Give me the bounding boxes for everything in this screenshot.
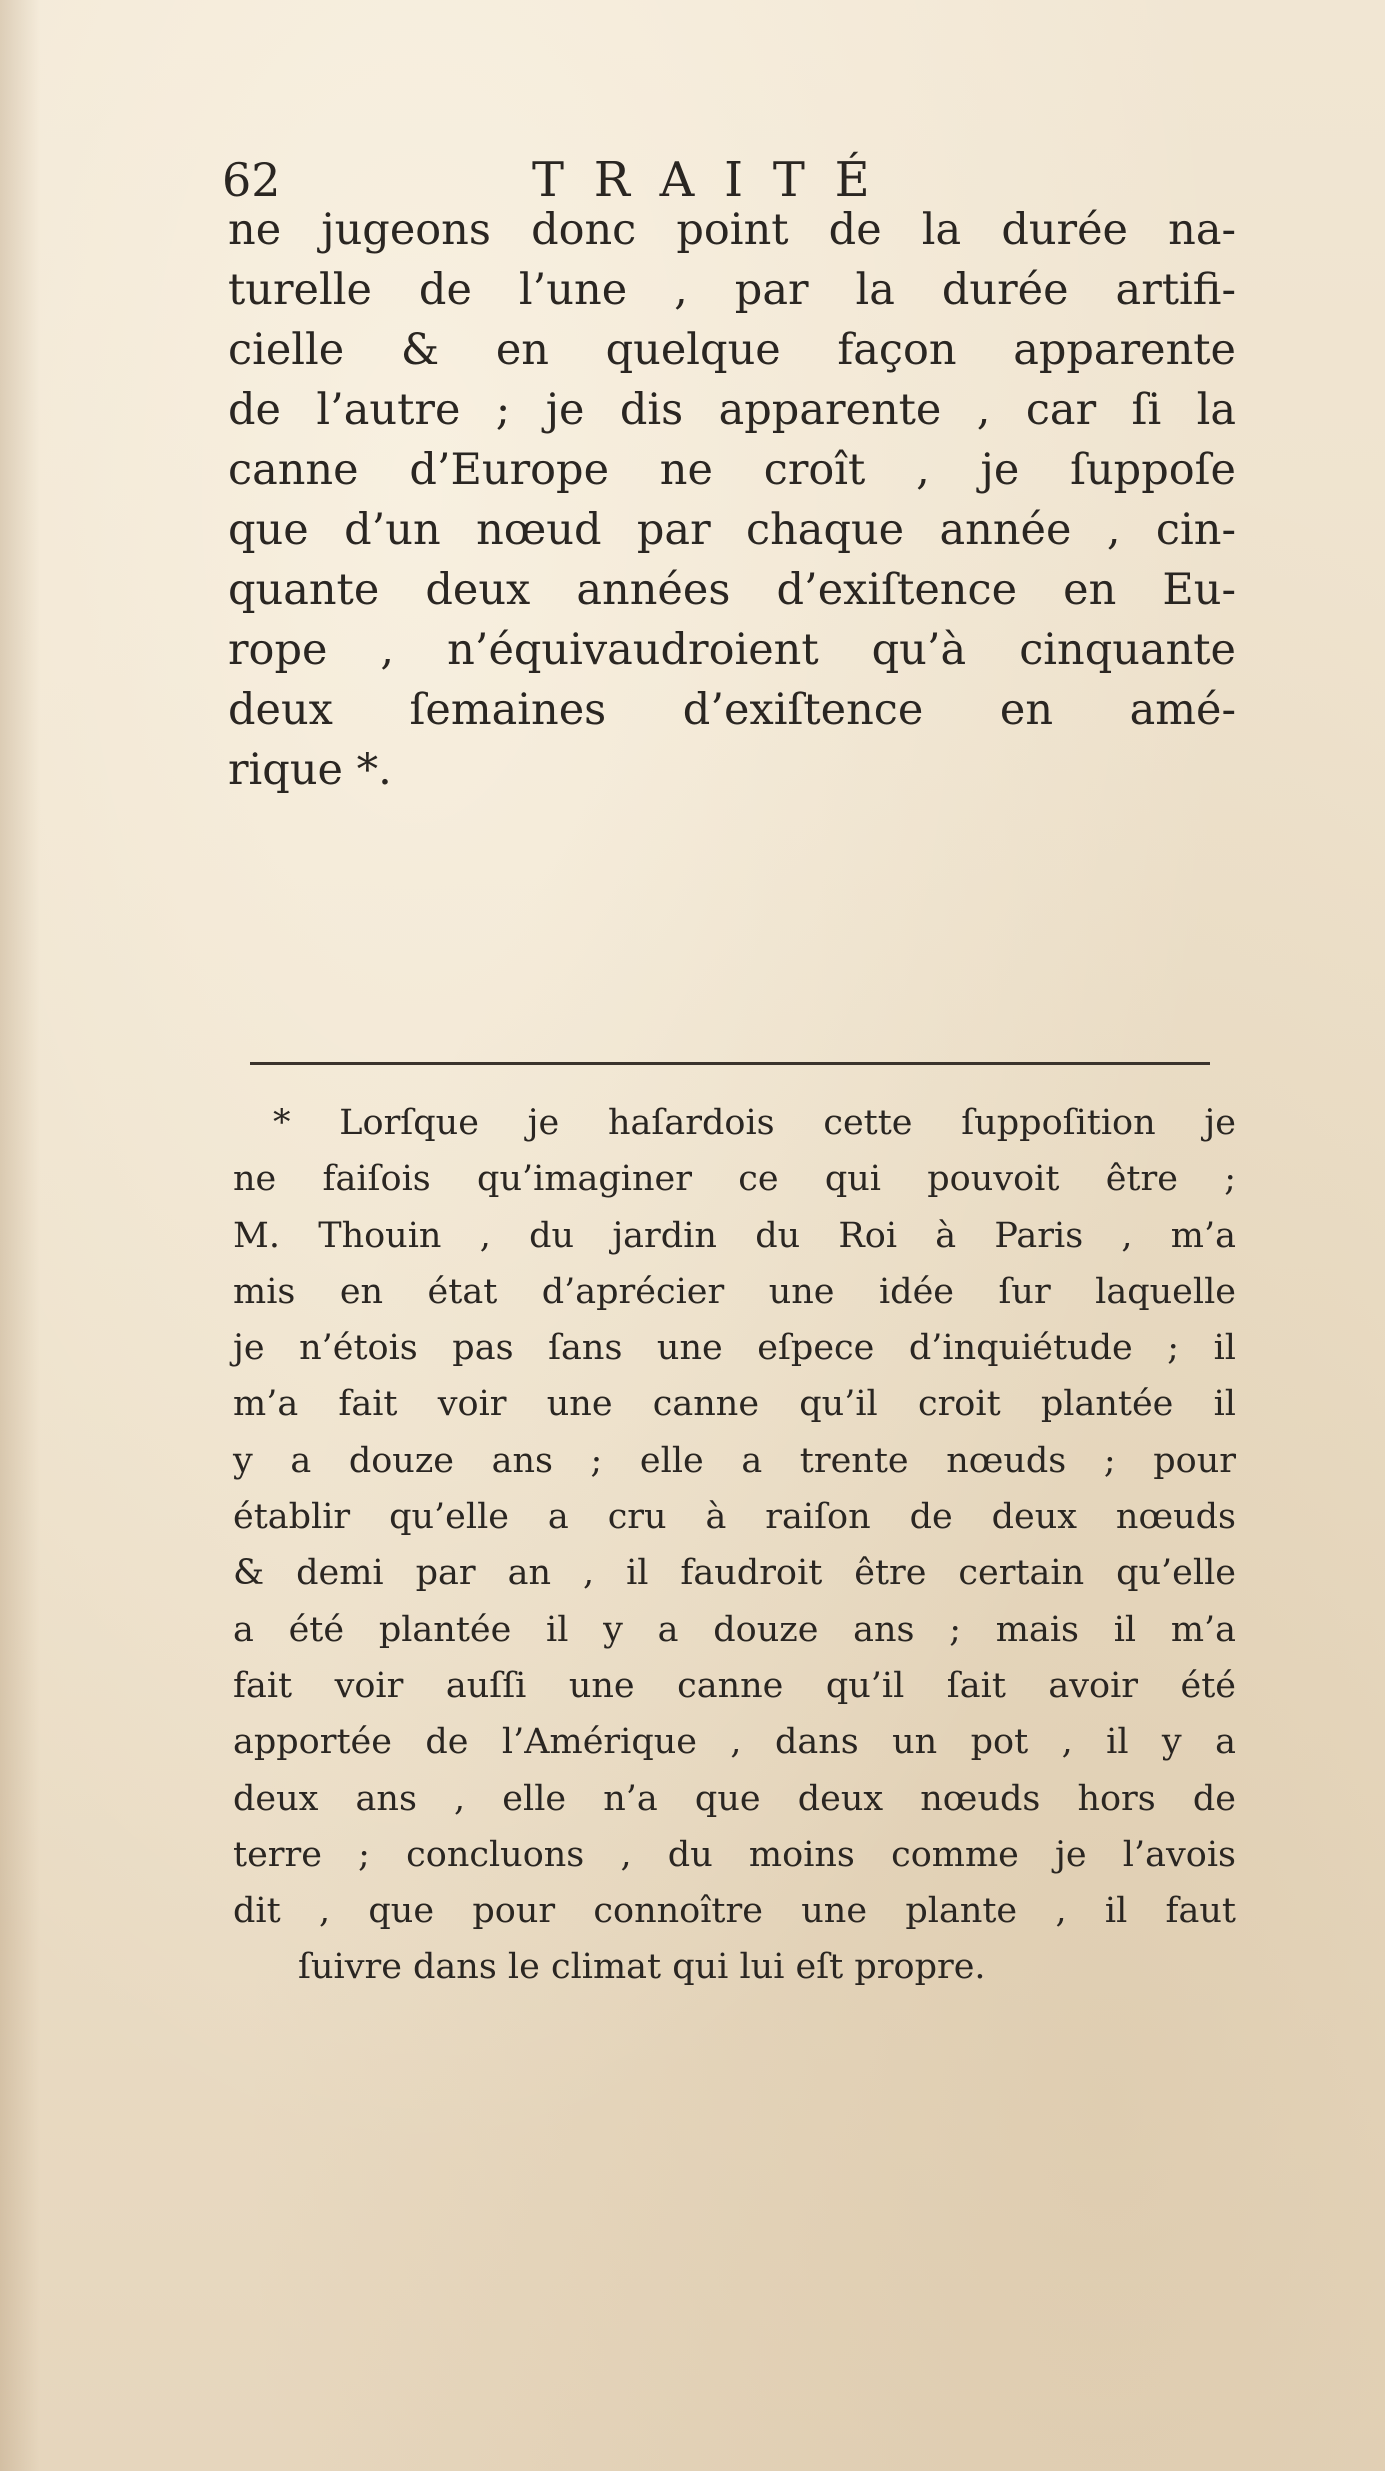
footnote-line: ne faiſois qu’imaginer ce qui pouvoit être ;: [233, 1159, 1236, 1200]
running-title: TRAITÉ: [532, 152, 900, 208]
text-line: rique *.: [228, 745, 392, 795]
footnote-line: établir qu’elle a cru à raiſon de deux nœuds: [233, 1497, 1236, 1538]
footnote-line: terre ; concluons , du moins comme je l’avois: [233, 1834, 1236, 1875]
footnote-line: m’a fait voir une canne qu’il croit plantée il: [233, 1384, 1236, 1425]
footnote-line: * Lorſque je haſardois cette ſuppoſition je: [273, 1103, 1236, 1143]
text-line: deux ſemaines d’exiſtence en amé-: [228, 685, 1236, 735]
footnote-line: & demi par an , il faudroit être certain qu’elle: [233, 1553, 1236, 1594]
footnote-line: fait voir auſſi une canne qu’il ſait avoir été: [233, 1665, 1236, 1706]
footnote-line: dit , que pour connoître une plante , il faut: [233, 1891, 1236, 1932]
footnote-block: [233, 1095, 1236, 1996]
text-line: rope , n’équivaudroient qu’à cinquante: [228, 625, 1236, 675]
text-line: turelle de l’une , par la durée artifi-: [228, 265, 1236, 315]
footnote-line: je n’étois pas ſans une eſpece d’inquiétude ; il: [233, 1328, 1236, 1369]
page-number: 62: [222, 153, 281, 207]
footnote-line: a été plantée il y a douze ans ; mais il m’a: [233, 1609, 1236, 1650]
text-line: que d’un nœud par chaque année , cin-: [228, 505, 1236, 555]
footnote-line: ſuivre dans le climat qui lui eſt propre.: [298, 1947, 986, 1988]
text-line: de l’autre ; je dis apparente , car ſi la: [228, 385, 1236, 435]
main-text-block: [228, 200, 1236, 800]
footnote-line: M. Thouin , du jardin du Roi à Paris , m’a: [233, 1215, 1236, 1256]
footnote-line: apportée de l’Amérique , dans un pot , il y a: [233, 1722, 1236, 1763]
text-line: canne d’Europe ne croît , je ſuppoſe: [228, 445, 1236, 495]
footnote-line: mis en état d’aprécier une idée ſur laquelle: [233, 1271, 1236, 1312]
footnote-line: y a douze ans ; elle a trente nœuds ; pour: [233, 1440, 1236, 1481]
text-line: quante deux années d’exiſtence en Eu-: [228, 565, 1236, 615]
footnote-line: deux ans , elle n’a que deux nœuds hors de: [233, 1778, 1236, 1819]
footnote-separator-rule: [250, 1062, 1210, 1065]
text-line: ne jugeons donc point de la durée na-: [228, 205, 1236, 255]
text-line: cielle & en quelque façon apparente: [228, 325, 1236, 375]
